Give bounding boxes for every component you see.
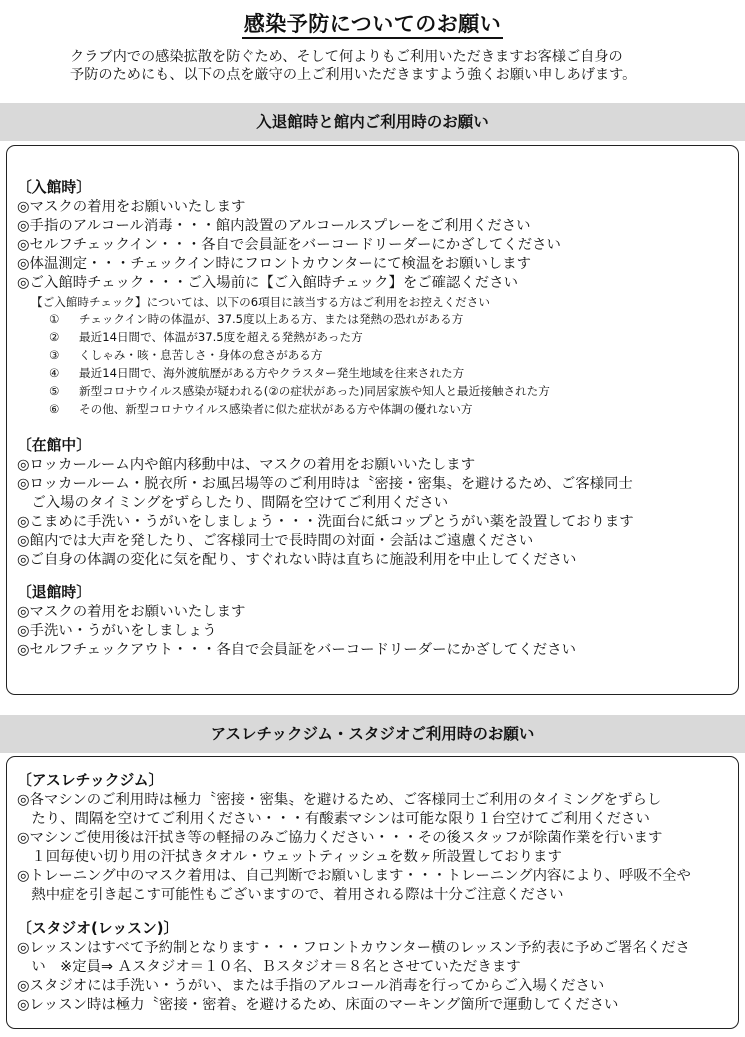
check-item: ① チェックイン時の体温が、37.5度以上ある方、または発熱の恐れがある方	[49, 312, 464, 326]
gym-item: たり、間隔を空けてご利用ください・・・有酸素マシンは可能な限り１台空けてご利用ください	[17, 811, 650, 827]
page-title: 感染予防についてのお願い	[0, 8, 745, 38]
check-item: ⑤ 新型コロナウイルス感染が疑われる(②の症状があった)同居家族や知人と最近接触された方	[49, 384, 550, 398]
entry-item: ◎セルフチェックイン・・・各自で会員証をバーコードリーダーにかざしてください	[17, 237, 561, 253]
entry-item: ◎マスクの着用をお願いいたします	[17, 199, 246, 215]
stay-item: ◎ロッカールーム内や館内移動中は、マスクの着用をお願いいたします	[17, 457, 476, 473]
studio-item: い ※定員⇒ Ａスタジオ＝１０名、Ｂスタジオ＝８名とさせていただきます	[17, 959, 521, 975]
check-note: 【ご入館時チェック】については、以下の6項目に該当する方はご利用をお控えください	[31, 295, 490, 309]
stay-item: ◎ご自身の体調の変化に気を配り、すぐれない時は直ちに施設利用を中止してください	[17, 552, 577, 568]
studio-item: ◎レッスンはすべて予約制となります・・・フロントカウンター横のレッスン予約表に予めご署名くださ	[17, 940, 690, 956]
intro-paragraph	[70, 48, 710, 84]
gym-section-title: 〔アスレチックジム〕	[17, 772, 164, 789]
stay-item: ◎こまめに手洗い・うがいをしましょう・・・洗面台に紙コップとうがい薬を設置しております	[17, 514, 634, 530]
check-item: ② 最近14日間で、体温が37.5度を超える発熱があった方	[49, 330, 363, 344]
stay-item: ご入場のタイミングをずらしたり、間隔を空けてご利用ください	[17, 495, 449, 511]
gym-item: 熱中症を引き起こす可能性もございますので、着用される際は十分ご注意ください	[17, 887, 564, 903]
section-header-facility: 入退館時と館内ご利用時のお願い	[0, 103, 745, 141]
entry-item: ◎手指のアルコール消毒・・・館内設置のアルコールスプレーをご利用ください	[17, 218, 531, 234]
gym-studio-rules-box	[6, 756, 739, 1029]
check-item: ③ くしゃみ・咳・息苦しさ・身体の怠さがある方	[49, 348, 323, 362]
gym-item: ◎各マシンのご利用時は極力〝密接・密集〟を避けるため、ご客様同士ご利用のタイミングをずらし	[17, 792, 662, 808]
stay-item: ◎ロッカールーム・脱衣所・お風呂場等のご利用時は〝密接・密集〟を避けるため、ご客様同士	[17, 476, 633, 492]
studio-item: ◎スタジオには手洗い・うがい、または手指のアルコール消毒を行ってからご入場ください	[17, 978, 605, 994]
intro-line: 予防のためにも、以下の点を厳守の上ご利用いただきますよう強くお願い申しあげます。	[70, 67, 637, 83]
section-header-gym-studio: アスレチックジム・スタジオご利用時のお願い	[0, 715, 745, 753]
entry-item: ◎体温測定・・・チェックイン時にフロントカウンターにて検温をお願いします	[17, 256, 532, 272]
entry-section-title: 〔入館時〕	[17, 179, 91, 196]
gym-item: ◎マシンご使用後は汗拭き等の軽掃のみご協力ください・・・その後スタッフが除菌作業を行います	[17, 830, 663, 846]
intro-line: クラブ内での感染拡散を防ぐため、そして何よりもご利用いただきますお客様ご自身の	[70, 49, 623, 65]
studio-section-title: 〔スタジオ(レッスン)〕	[17, 920, 179, 937]
exit-item: ◎手洗い・うがいをしましょう	[17, 623, 217, 639]
check-item: ④ 最近14日間で、海外渡航歴がある方やクラスター発生地域を往来された方	[49, 366, 465, 380]
stay-section-title: 〔在館中〕	[17, 437, 91, 454]
studio-item: ◎レッスン時は極力〝密接・密着〟を避けるため、床面のマーキング箇所で運動してください	[17, 997, 619, 1013]
gym-item: ◎トレーニング中のマスク着用は、自己判断でお願いします・・・トレーニング内容により、呼吸不全や	[17, 868, 691, 884]
gym-item: １回毎使い切り用の汗拭きタオル・ウェットティッシュを数ヶ所設置しております	[17, 849, 562, 865]
check-item: ⑥ その他、新型コロナウイルス感染者に似た症状がある方や体調の優れない方	[49, 402, 473, 416]
exit-item: ◎セルフチェックアウト・・・各自で会員証をバーコードリーダーにかざしてください	[17, 642, 576, 658]
facility-rules-box	[6, 145, 739, 695]
exit-section-title: 〔退館時〕	[17, 584, 91, 601]
entry-item: ◎ご入館時チェック・・・ご入場前に【ご入館時チェック】をご確認ください	[17, 275, 518, 291]
exit-item: ◎マスクの着用をお願いいたします	[17, 604, 246, 620]
stay-item: ◎館内では大声を発したり、ご客様同士で長時間の対面・会話はご遠慮ください	[17, 533, 534, 549]
